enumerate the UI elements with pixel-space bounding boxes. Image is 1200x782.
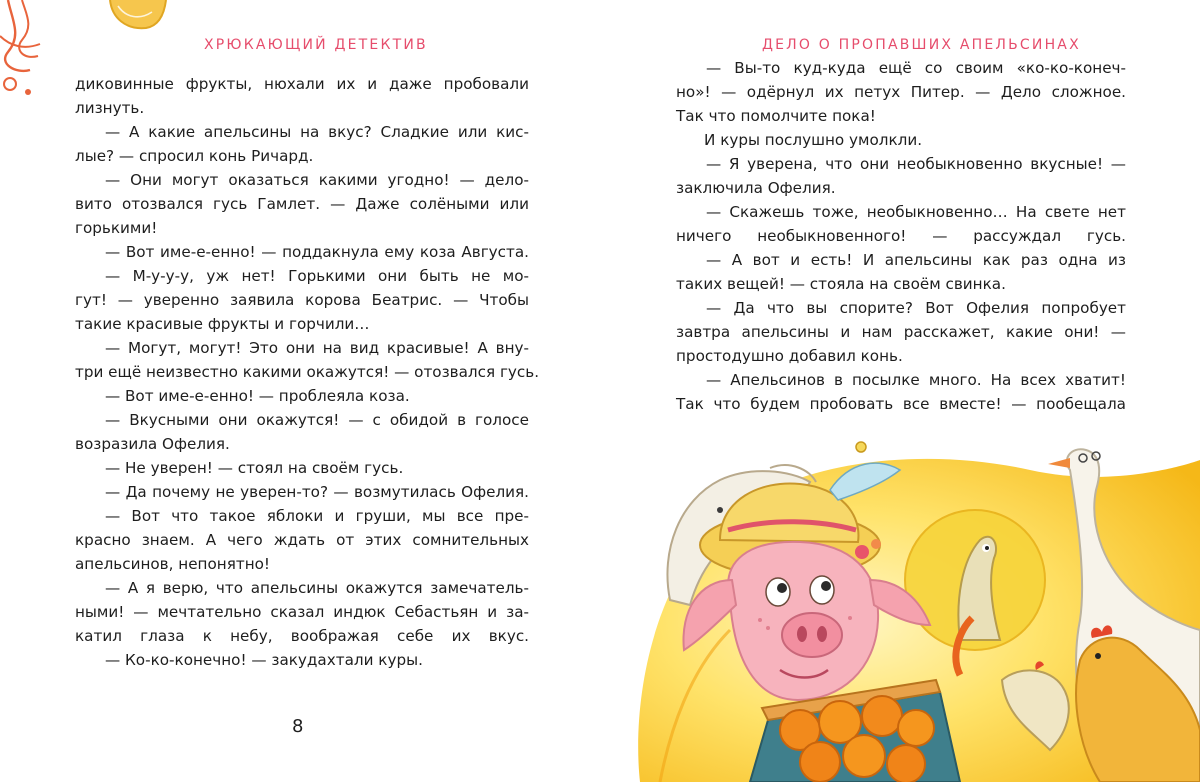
text-line: — Вот име-е-енно! — поддакнула ему коза Августа. — [105, 243, 529, 261]
text-line: — Вот име-е-енно! — проблеяла коза. — [105, 387, 410, 405]
text-line: — Апельсинов в посылке много. На всех хватит! — [706, 371, 1126, 389]
text-line: Так что помолчите пока! — [676, 107, 876, 125]
text-line: катил глаза к небу, воображая себе их вкус. — [75, 627, 529, 645]
farm-animals-illustration — [600, 430, 1200, 782]
text-line: простодушно добавил конь. — [676, 347, 903, 365]
text-line: — Вот что такое яблоки и груши, мы все пре- — [105, 507, 529, 525]
text-line: вито отозвался гусь Гамлет. — Даже солёными или — [75, 195, 529, 213]
text-line: лые? — спросил конь Ричард. — [75, 147, 314, 165]
text-line: Так что будем пробовать все вместе! — пообещала — [676, 395, 1126, 413]
text-line: заключила Офелия. — [676, 179, 836, 197]
text-line: — Скажешь тоже, необыкновенно… На свете нет — [706, 203, 1126, 221]
text-line: апельсинов, непонятно! — [75, 555, 271, 573]
text-line: красно знаем. А чего ждать от этих сомнительных — [75, 531, 529, 549]
text-line: — Вкусными они окажутся! — с обидой в голосе — [105, 411, 529, 429]
text-line: завтра апельсины и нам расскажет, какие они! — — [676, 323, 1126, 341]
text-line: — А какие апельсины на вкус? Сладкие или кис- — [105, 123, 529, 141]
text-line: — Не уверен! — стоял на своём гусь. — [105, 459, 404, 477]
text-line: — Ко-ко-конечно! — закудахтали куры. — [105, 651, 423, 669]
text-line: — Вы-то куд-куда ещё со своим «ко-ко-конеч- — [706, 59, 1126, 77]
text-line: такие красивые фрукты и горчили… — [75, 315, 370, 333]
text-line: ными! — мечтательно сказал индюк Себастьян и за- — [75, 603, 529, 621]
text-line: диковинные фрукты, нюхали их и даже пробовали — [75, 75, 529, 93]
text-line: — А вот и есть! И апельсины как раз одна из — [706, 251, 1126, 269]
text-line: возразила Офелия. — [75, 435, 230, 453]
text-line: лизнуть. — [75, 99, 145, 117]
text-line: — Я уверена, что они необыкновенно вкусные! — — [706, 155, 1126, 173]
text-line: три ещё неизвестно какими окажутся! — отозвался гусь. — [75, 363, 540, 381]
right-page — [600, 0, 1200, 782]
text-line: — Они могут оказаться какими угодно! — дело- — [105, 171, 529, 189]
right-body-text — [676, 56, 1126, 416]
text-line: — Могут, могут! Это они на вид красивые! А вну- — [105, 339, 529, 357]
page-number: 8 — [292, 716, 304, 737]
text-line: гут! — уверенно заявила корова Беатрис. — Чтобы — [75, 291, 529, 309]
text-line: горькими! — [75, 219, 158, 237]
text-line: — М-у-у-у, уж нет! Горькими они быть не мо- — [105, 267, 529, 285]
text-line: И куры послушно умолкли. — [704, 131, 923, 149]
text-line: таких вещей! — стояла на своём свинка. — [676, 275, 1006, 293]
text-line: ничего необыкновенного! — рассуждал гусь. — [676, 227, 1126, 245]
text-line: — А я верю, что апельсины окажутся замечатель- — [105, 579, 529, 597]
running-head: ХРЮКАЮЩИЙ ДЕТЕКТИВ — [204, 37, 428, 53]
text-line: но»! — одёрнул их петух Питер. — Дело сложное. — [676, 83, 1126, 101]
running-head: ДЕЛО О ПРОПАВШИХ АПЕЛЬСИНАХ — [762, 37, 1081, 53]
text-line: — Да почему не уверен-то? — возмутилась Офелия. — [105, 483, 529, 501]
left-body-text — [75, 72, 540, 672]
text-line: — Да что вы спорите? Вот Офелия попробует — [706, 299, 1126, 317]
